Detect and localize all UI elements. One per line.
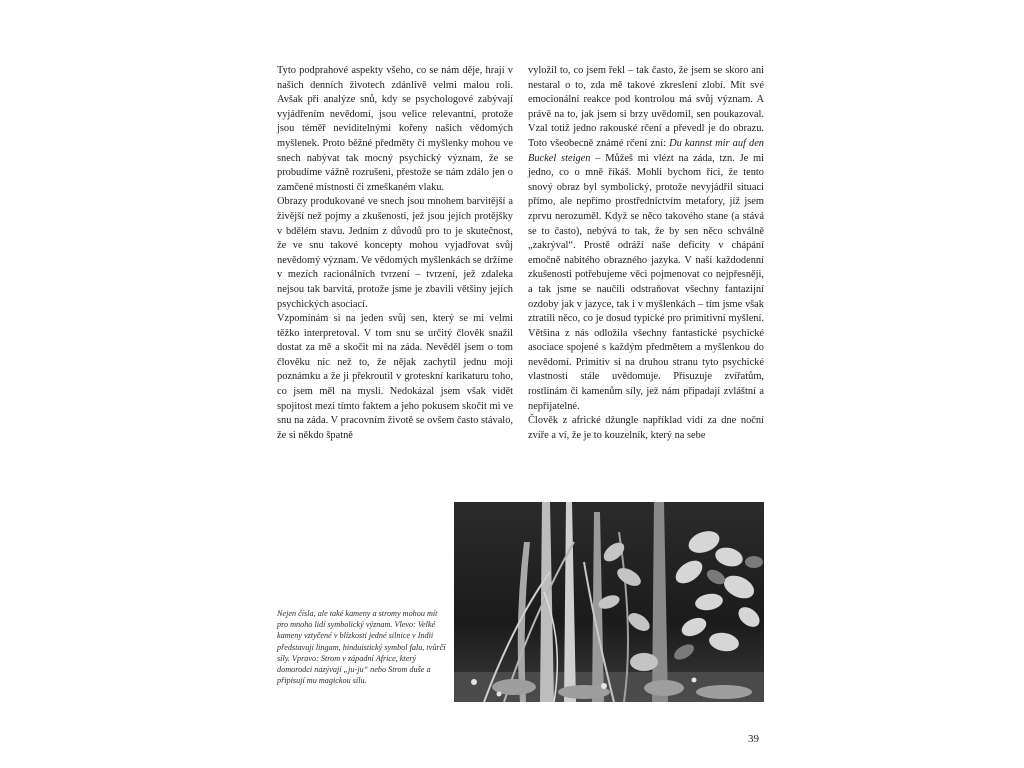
paragraph-text: vyložil to, co jsem řekl – tak často, že jsem se skoro ani nestaral o to, zda mě takové zkreslení zlobí. Mít své emocionální reakce pod kontrolou má svůj význam. A právě na to, jak jsem si brzy uvědomil, sen poukazoval. Vzal totiž jedno rakouské rčení a převedl je do obrazu. Toto všeobecně známé rčení zní: (528, 65, 764, 149)
paragraph (528, 414, 764, 443)
paragraph-text: Člověk z africké džungle například vidí za dne noční zvíře a ví, že je to kouzelník, který na sebe (528, 415, 764, 441)
left-text-column (277, 64, 513, 443)
tree-photo (454, 502, 764, 702)
paragraph-text: – Můžeš mi vlézt na záda, tzn. Je mi jedno, co o mně říkáš. Mohli bychom říci, že tento snový obraz byl symbolický, protože nevyjádřil situaci přímo, ale nepřímo prostřednictvím metafory, jíž jsem zprvu nerozuměl. Když se něco takového stane (a stává se to často), nebývá to tak, že by sen něco schválně „zakrýval“. Prostě odráží naše deficity v chápání emočně nabitého obrazného jazyka. V naší každodenní zkušenosti potřebujeme věci pojmenovat co nejpřesněji, a tak jsme se naučili odstraňovat všechny fantazijní ozdoby jak v jazyce, tak i v myšlenkách – tím jsme však ztratili něco, co je dosud typické pro primitivní myšlení. Většina z nás odložila všechny fantastické psychické asociace spojené s každým předmětem a myšlenkou do nevědomí. Primitiv si na druhou stranu tyto psychické vlastnosti stále uvědomuje. Přisuzuje zvířatům, rostlinám či kamenům síly, jež nám připadají zvláštní a nepřijatelné. (528, 152, 765, 412)
paragraph: Vzpomínám si na jeden svůj sen, který se mi velmi těžko interpretoval. V tom snu se určitý člověk snažil dostat za mě a skočit mi na záda. Nevěděl jsem o tom člověku nic než to, že nějak zachytil jednu moji poznámku a že ji překroutil v groteskní karikaturu toho, co jsem měl na mysli. Nedokázal jsem však vidět spojitost mezi tímto faktem a jeho pokusem skočit mi ve snu na záda. V pracovním životě se ovšem často stávalo, že si někdo špatně (277, 313, 513, 441)
paragraph: Obrazy produkované ve snech jsou mnohem barvitější a živější než pojmy a zkušenosti, jež jsou jejich protějšky v bdělém stavu. Jedním z důvodů pro to je skutečnost, že ve snu takové koncepty mohou vyjadřovat svůj nevědomý význam. Ve vědomých myšlenkách se držíme v mezích racionálních tvrzení – tvrzení, jež zdaleka nejsou tak barvitá, protože jsme je zbavili většiny jejich psychických asociací. (277, 196, 513, 310)
photo-caption: Nejen čísla, ale také kameny a stromy mohou mít pro mnoho lidí symbolický význam. Vlevo: Velké kameny vztyčené v blízkosti jedné silnice v Indii představují lingam, hinduistický symbol falu, tvůrčí síly. Vpravo: Strom v západní Africe, který domorodci nazývají „ju-ju“ nebo Strom duše a připisují mu magickou sílu. (277, 609, 446, 686)
paragraph (528, 64, 764, 414)
right-text-column (528, 64, 764, 443)
italic-phrase: Du kannst mir auf den Buckel steigen (528, 137, 764, 164)
page-number: 39 (748, 733, 759, 745)
paragraph: Tyto podprahové aspekty všeho, co se nám děje, hrají v našich denních životech zdánlivě velmi malou roli. Avšak při analýze snů, kdy se psychologové zabývají vyjádřením nevědomí, jsou velice relevantní, protože jsou téměř neviditelnými kořeny našich vědomých myšlenek. Proto běžné předměty či myšlenky mohou ve snech nabývat tak mocný psychický význam, že se probudíme vážně rozrušeni, přestože se nám zdálo jen o zamčené místnosti či zmeškaném vlaku. (277, 65, 513, 193)
